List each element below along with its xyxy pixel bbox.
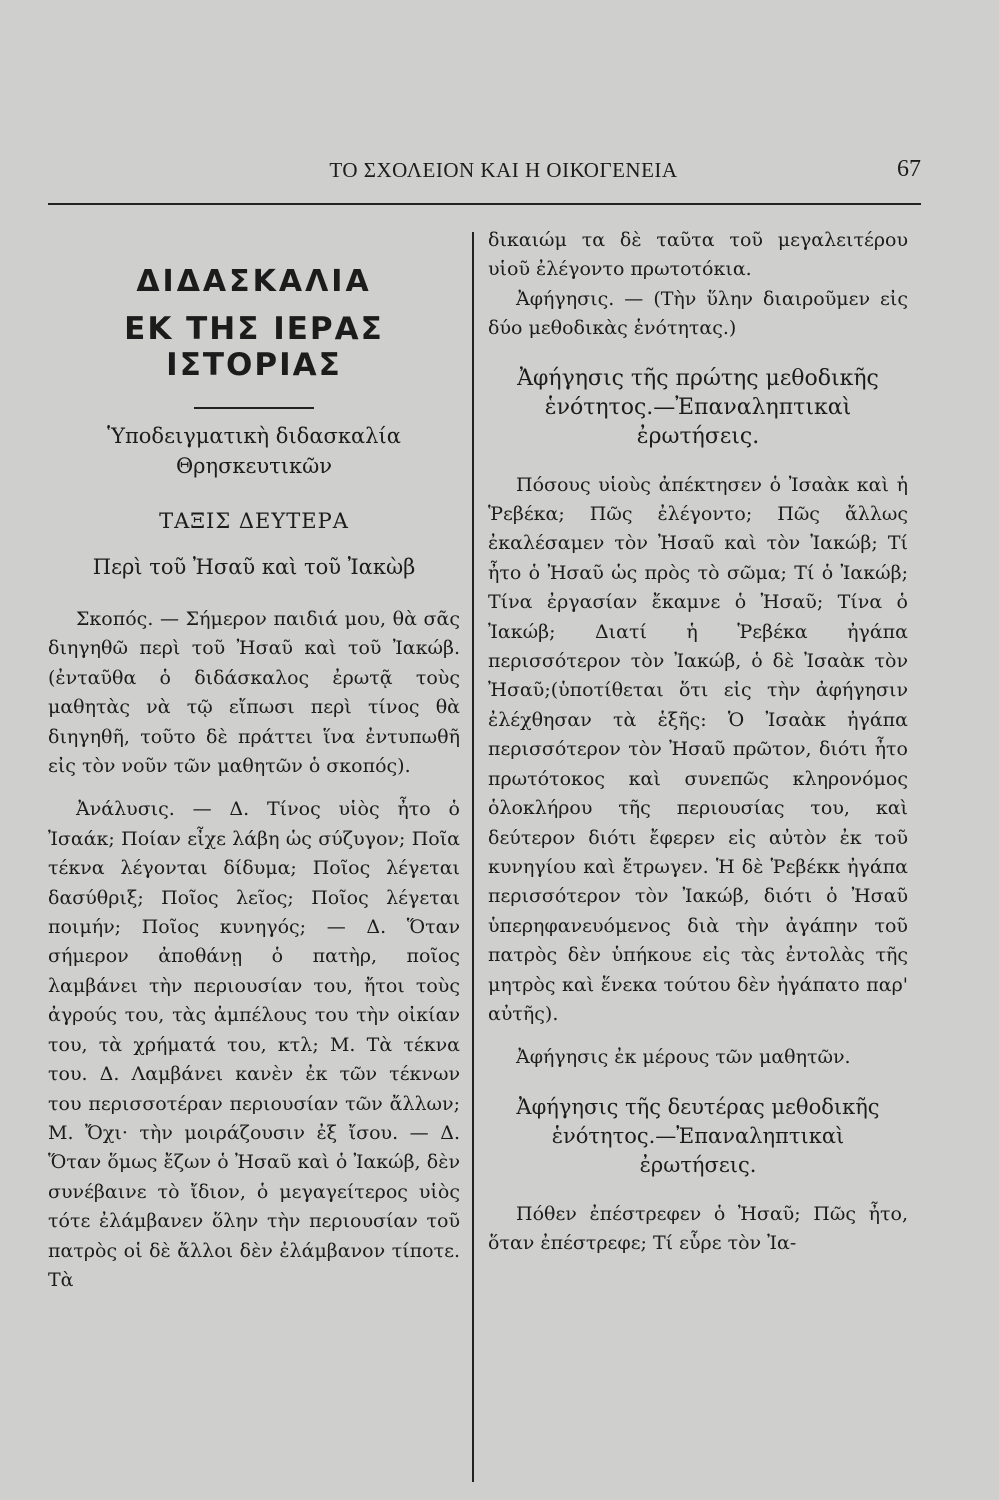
paragraph-analysis: Ἀνάλυσις. — Δ. Τίνος υἱὸς ἦτο ὁ Ἰσαάκ; Ποίαν εἶχε λάβη ὡς σύζυγον; Ποῖα τέκνα λέγονται δίδυμα; Ποῖος λέγεται δασύθριξ; Ποῖος λεῖος; Ποῖος λέγεται ποιμήν; Ποῖος κυνηγός; — Δ. Ὅταν σήμερον ἀποθάνῃ ὁ πατὴρ, ποῖος λαμβάνει τὴν περιουσίαν του, ἤτοι τοὺς ἀγρούς του, τὰς ἀμπέλους του τὴν οἰκίαν του, τὰ χρήματά του, κτλ; Μ. Τὰ τέκνα του. Δ. Λαμβάνει κανὲν ἐκ τῶν τέκνων του περισσοτέραν περιουσίαν τῶν ἄλλων; Μ. Ὄχι· τὴν μοιράζουσιν ἐξ ἴσου. — Δ. Ὅταν ὅμως ἔζων ὁ Ἠσαῦ καὶ ὁ Ἰακώβ, δὲν συνέβαινε τὸ ἴδιον, ὁ μεγαγείτερος υἱὸς τότε ἐλάμβανεν ὅλην τὴν περιουσίαν τοῦ πατρὸς οἱ δὲ ἄλλοι δὲν ἐλάμβανον τίποτε. Τὰ <box>48 798 460 1291</box>
section-title-line1: ΔΙΔΑΣΚΑΛΙΑ <box>136 264 372 299</box>
paragraph-narration: Ἀφήγησις. — (Τὴν ὕλην διαιροῦμεν εἰς δύο μεθοδικὰς ἑνότητας.) <box>488 287 908 340</box>
section-title-line2: ΕΚ ΤΗΣ ΙΕΡΑΣ ΙΣΤΟΡΙΑΣ <box>124 311 384 383</box>
running-title: ΤΟ ΣΧΟΛΕΙΟΝ ΚΑΙ Η ΟΙΚΟΓΕΝΕΙΑ <box>329 158 678 182</box>
left-column <box>48 226 460 1295</box>
paragraph-continued: δικαιώμ τα δὲ ταῦτα τοῦ μεγαλειτέρου υἱοῦ ἐλέγοντο πρωτοτόκια. <box>488 229 908 281</box>
lesson-topic: Περὶ τοῦ Ἠσαῦ καὶ τοῦ Ἰακὼβ <box>92 555 416 579</box>
subtitle-line1: Ὑποδειγματικὴ διδασκαλία <box>107 424 401 448</box>
running-head <box>0 156 999 186</box>
section2-line1: Ἀφήγησις τῆς δευτέρας μεθοδικῆς <box>516 1094 880 1119</box>
paragraph-questions-first: Πόσους υἱοὺς ἀπέκτησεν ὁ Ἰσαὰκ καὶ ἡ Ῥεβέκα; Πῶς ἐλέγοντο; Πῶς ἄλλως ἐκαλέσαμεν τὸν Ἠσαῦ καὶ τὸν Ἰακώβ; Τί ἦτο ὁ Ἠσαῦ ὡς πρὸς τὸ σῶμα; Τί ὁ Ἰακώβ; Τίνα ἐργασίαν ἔκαμνε ὁ Ἠσαῦ; Τίνα ὁ Ἰακώβ; Διατί ἡ Ῥεβέκα ἠγάπα περισσότερον τὸν Ἰακώβ, ὁ δὲ Ἰσαὰκ τὸν Ἠσαῦ;(ὑποτίθεται ὅτι εἰς τὴν ἀφήγησιν ἐλέχθησαν τὰ ἑξῆς: Ὁ Ἰσαὰκ ἠγάπα περισσότερον τὸν Ἠσαῦ πρῶτον, διότι ἦτο πρωτότοκος καὶ συνεπῶς κληρονόμος ὁλοκλήρου τῆς περιουσίας του, καὶ δεύτερον διότι ἔφερεν εἰς αὐτὸν ἐκ τοῦ κυνηγίου καὶ ἔτρωγεν. Ἡ δὲ Ῥεβέκκ ἠγάπα περισσότερον τὸν Ἰακώβ, διότι ὁ Ἠσαῦ ὑπερηφανευόμενος διὰ τὴν ἀγάπην τοῦ πατρὸς δὲν ὑπήκουε εἰς τὰς ἐντολὰς τῆς μητρὸς καὶ ἕνεκα τούτου δὲν ἠγάπατο παρ' αὐτῆς). <box>488 473 908 1025</box>
title-rule <box>194 407 314 409</box>
page-number: 67 <box>897 156 921 182</box>
paragraph-questions-second: Πόθεν ἐπέστρεφεν ὁ Ἠσαῦ; Πῶς ἦτο, ὅταν ἐπέστρεφε; Τί εὗρε τὸν Ἰα- <box>488 1202 908 1255</box>
section1-line3: ἐρωτήσεις. <box>636 423 760 449</box>
paragraph-pupils-narration: Ἀφήγησις ἐκ μέρους τῶν μαθητῶν. <box>516 1046 851 1069</box>
section2-line3: ἐρωτήσεις. <box>639 1152 757 1177</box>
right-column <box>488 226 908 1259</box>
subtitle <box>48 421 460 481</box>
section2-line2: ἑνότητος.—Ἐπαναληπτικαὶ <box>551 1123 845 1148</box>
section-heading-second-unit <box>488 1093 908 1180</box>
paragraph-aim: Σκοπός. — Σήμερον παιδιά μου, θὰ σᾶς διηγηθῶ περὶ τοῦ Ἠσαῦ καὶ τοῦ Ἰακώβ. (ἐνταῦθα ὁ διδάσκαλος ἐρωτᾷ τοὺς μαθητὰς νὰ τῷ εἴπωσι περὶ τίνος θὰ διηγηθῆ, τοῦτο δὲ πράττει ἵνα ἐντυπωθῆ εἰς τὸν νοῦν τῶν μαθητῶν ὁ σκοπός). <box>48 608 460 778</box>
subtitle-line2: Θρησκευτικῶν <box>175 454 333 478</box>
section1-line2: ἑνότητος.—Ἐπαναληπτικαὶ <box>544 394 852 420</box>
section1-line1: Ἀφήγησις τῆς πρώτης μεθοδικῆς <box>517 365 879 391</box>
class-name: ΤΑΞΙΣ ΔΕΥΤΕΡΑ <box>159 509 349 533</box>
header-rule <box>48 203 921 205</box>
column-divider <box>472 232 474 1482</box>
section-heading-first-unit <box>488 364 908 451</box>
